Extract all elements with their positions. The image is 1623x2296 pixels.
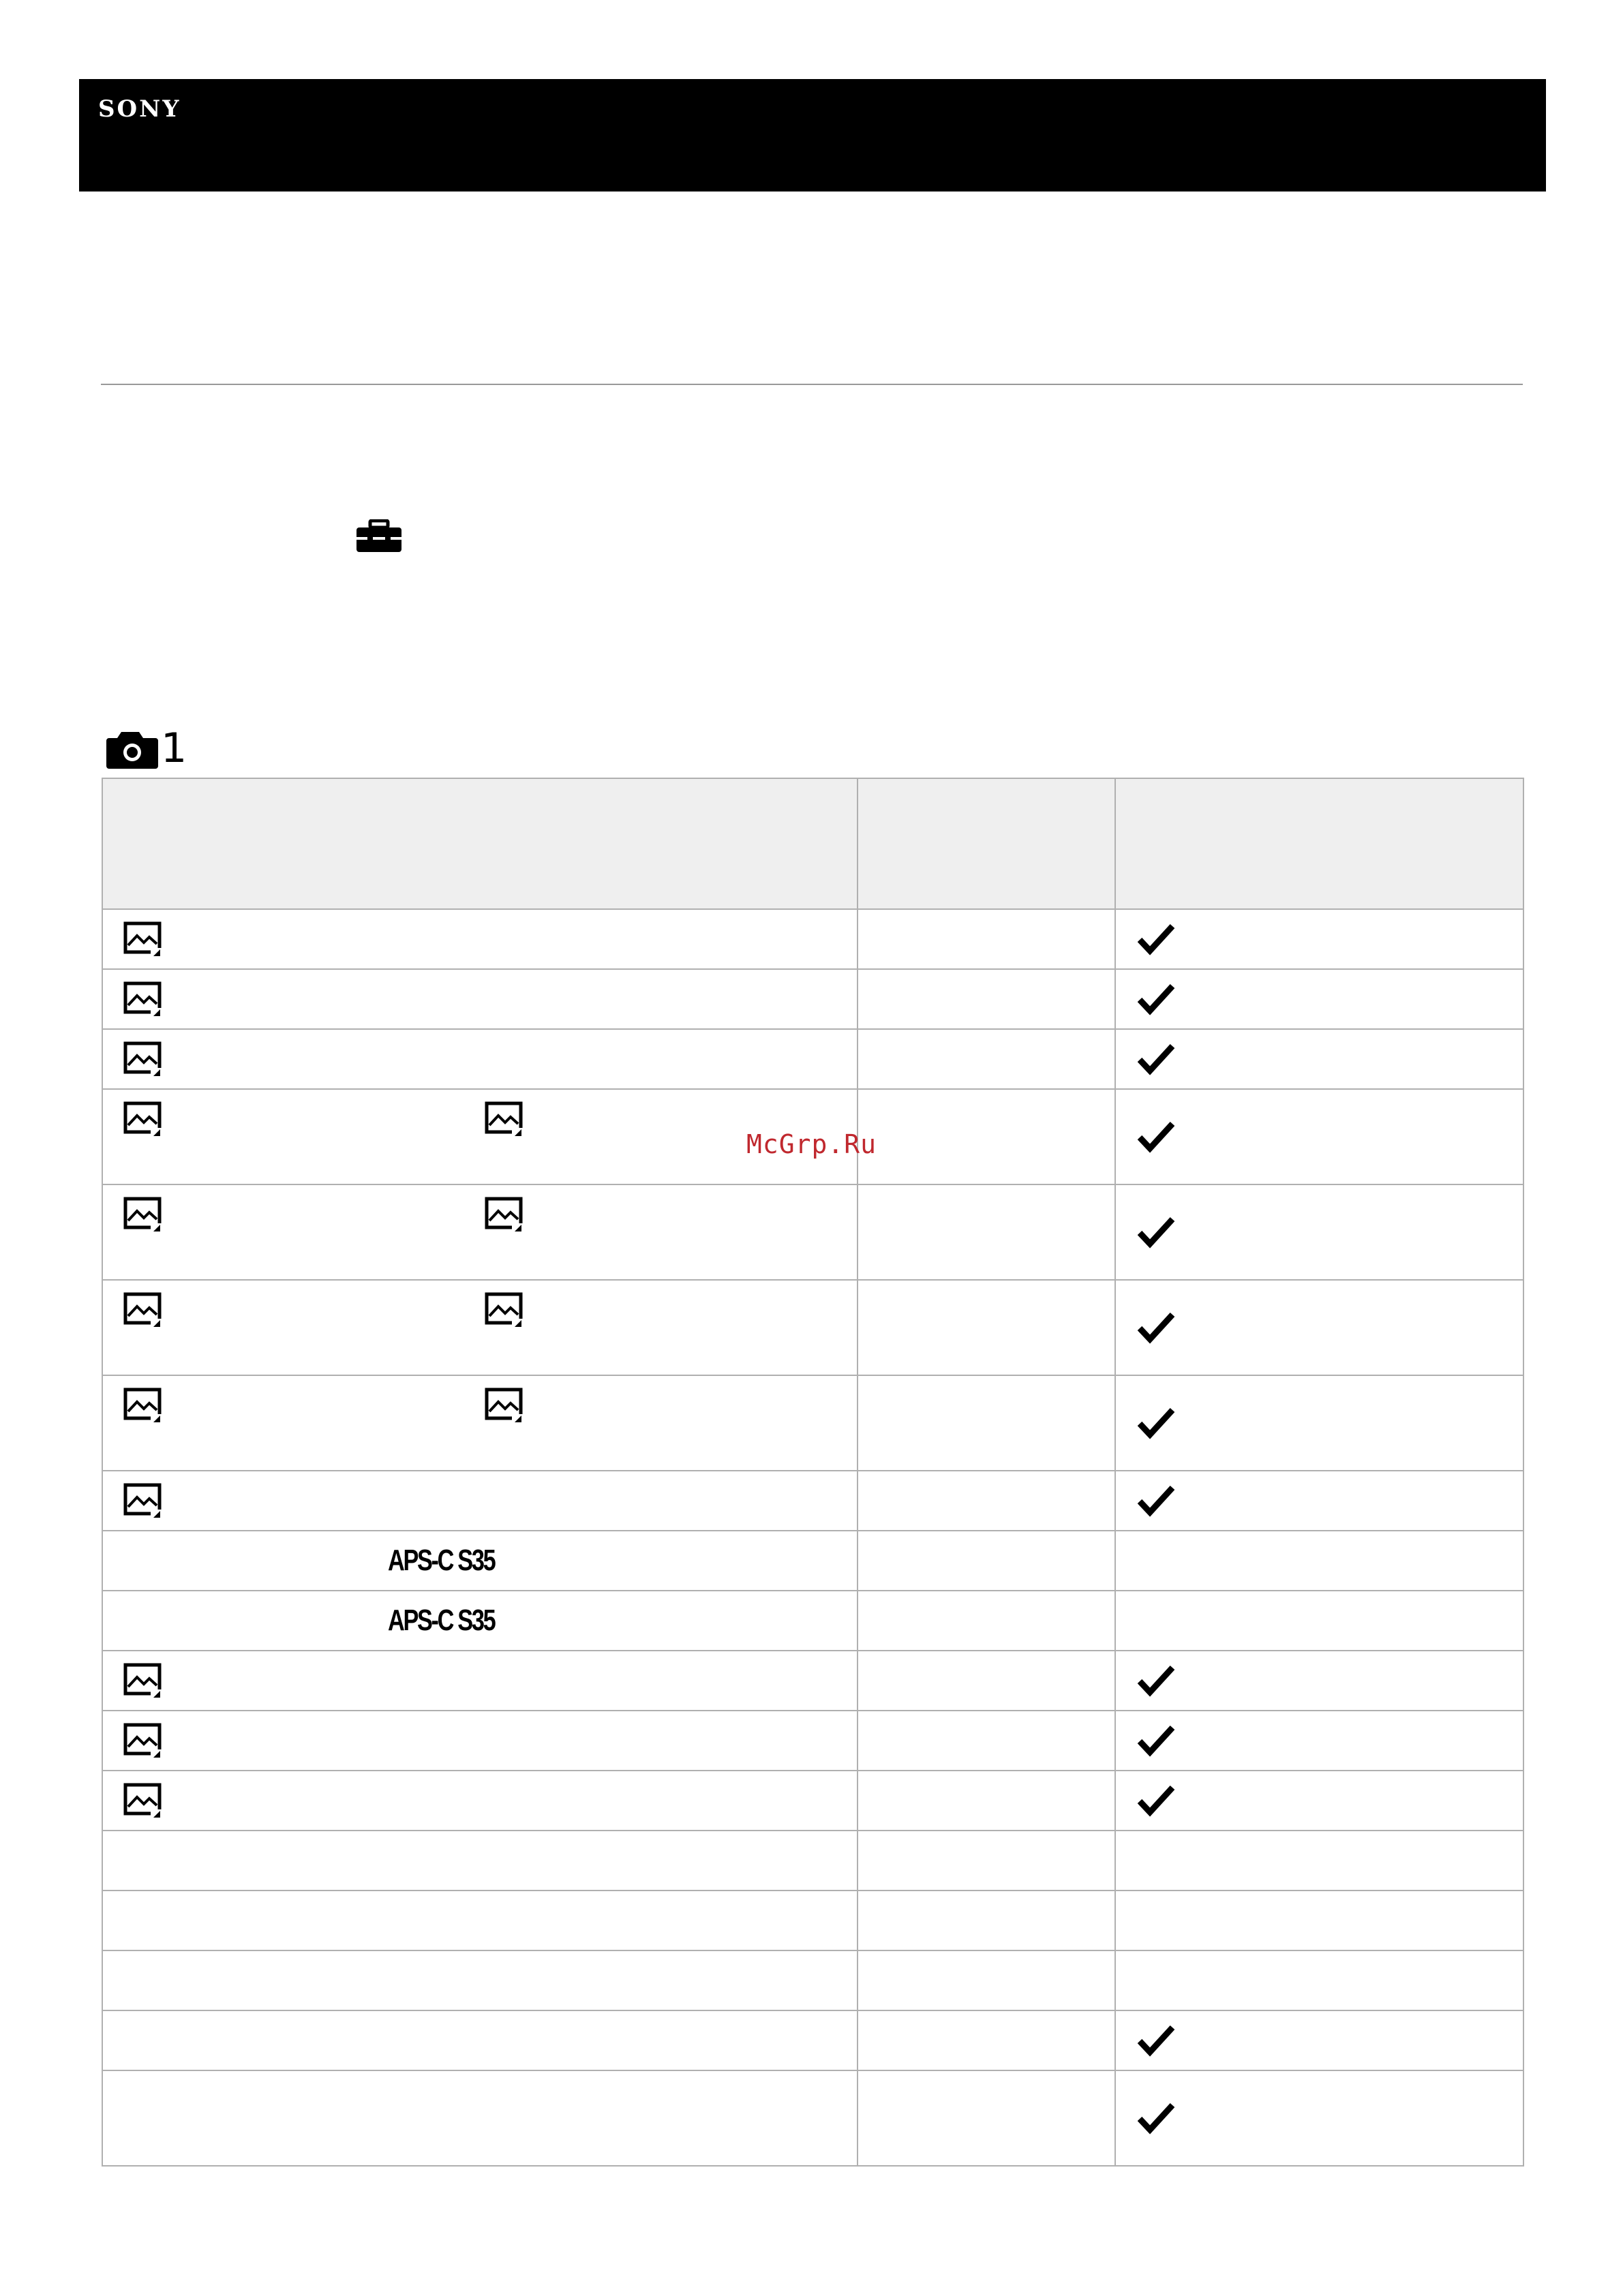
row-item-cell: [102, 1184, 858, 1280]
table-row: [102, 1471, 1523, 1531]
row-check-cell: [1115, 2010, 1523, 2070]
checkmark-icon: [1136, 982, 1176, 1016]
row-middle-cell: [858, 1184, 1115, 1280]
row-item-cell: [102, 1531, 858, 1591]
row-middle-cell: [858, 2010, 1115, 2070]
table-row: [102, 1029, 1523, 1089]
row-middle-cell: [858, 1280, 1115, 1375]
row-check-cell: [1115, 1375, 1523, 1471]
settings-table: [102, 778, 1524, 2167]
apsc-s35-badge: APS-C S35: [388, 1544, 495, 1577]
sony-logo: SONY: [98, 95, 181, 123]
row-check-cell: [1115, 1184, 1523, 1280]
table-row: [102, 1950, 1523, 2010]
row-middle-cell: [858, 1711, 1115, 1771]
row-item-cell: [102, 1891, 858, 1950]
table-row: [102, 1591, 1523, 1651]
picture-icon: [485, 1196, 526, 1233]
camera-menu-number: 1: [161, 724, 187, 772]
row-item-cell: [102, 2070, 858, 2166]
camera-menu-label: [106, 724, 187, 772]
table-header-row: [102, 778, 1523, 909]
row-check-cell: [1115, 1651, 1523, 1711]
row-middle-cell: [858, 1831, 1115, 1891]
row-check-cell: [1115, 1089, 1523, 1184]
row-check-cell: [1115, 1711, 1523, 1771]
picture-icon: [485, 1387, 526, 1424]
row-check-cell: [1115, 2070, 1523, 2166]
title-divider: [101, 384, 1523, 385]
picture-icon: [123, 981, 164, 1017]
table-row: [102, 1831, 1523, 1891]
checkmark-icon: [1136, 1120, 1176, 1154]
table-row: [102, 1771, 1523, 1831]
row-item-cell: [102, 1029, 858, 1089]
row-check-cell: [1115, 1771, 1523, 1831]
header-cell-item: [102, 778, 858, 909]
header-cell-check: [1115, 778, 1523, 909]
row-middle-cell: [858, 1375, 1115, 1471]
row-item-cell: [102, 1771, 858, 1831]
apsc-s35-badge: APS-C S35: [388, 1604, 495, 1637]
row-middle-cell: [858, 2070, 1115, 2166]
row-item-cell: [102, 1950, 858, 2010]
row-item-cell: [102, 1651, 858, 1711]
row-middle-cell: [858, 1471, 1115, 1531]
picture-icon: [123, 1101, 164, 1137]
checkmark-icon: [1136, 1406, 1176, 1440]
table-row: [102, 1651, 1523, 1711]
picture-icon: [123, 1782, 164, 1819]
picture-icon: [123, 1196, 164, 1233]
row-item-cell: [102, 2010, 858, 2070]
table-row: [102, 909, 1523, 969]
row-check-cell: [1115, 969, 1523, 1029]
row-check-cell: [1115, 1591, 1523, 1651]
picture-icon: [123, 921, 164, 958]
picture-icon: [123, 1722, 164, 1759]
row-check-cell: [1115, 1950, 1523, 2010]
table-row: [102, 2010, 1523, 2070]
table-row: [102, 969, 1523, 1029]
checkmark-icon: [1136, 922, 1176, 956]
row-check-cell: [1115, 909, 1523, 969]
header-cell-middle: [858, 778, 1115, 909]
row-middle-cell: [858, 1591, 1115, 1651]
picture-icon: [123, 1291, 164, 1328]
checkmark-icon: [1136, 1784, 1176, 1818]
row-middle-cell: [858, 1531, 1115, 1591]
row-middle-cell: [858, 969, 1115, 1029]
row-check-cell: [1115, 1531, 1523, 1591]
table-row: [102, 1891, 1523, 1950]
row-item-cell: [102, 1711, 858, 1771]
watermark: McGrp.Ru: [746, 1129, 877, 1159]
row-check-cell: [1115, 1280, 1523, 1375]
picture-icon: [123, 1662, 164, 1699]
checkmark-icon: [1136, 2101, 1176, 2135]
checkmark-icon: [1136, 1484, 1176, 1518]
row-middle-cell: [858, 1089, 1115, 1184]
row-check-cell: [1115, 1471, 1523, 1531]
checkmark-icon: [1136, 1042, 1176, 1076]
row-check-cell: [1115, 1891, 1523, 1950]
camera-icon: [106, 729, 158, 769]
picture-icon: [123, 1482, 164, 1519]
checkmark-icon: [1136, 1311, 1176, 1345]
row-middle-cell: [858, 909, 1115, 969]
checkmark-icon: [1136, 1664, 1176, 1698]
table-row: [102, 1531, 1523, 1591]
picture-icon: [485, 1291, 526, 1328]
row-item-cell: [102, 1591, 858, 1651]
checkmark-icon: [1136, 1724, 1176, 1758]
picture-icon: [123, 1041, 164, 1077]
table-row: [102, 1711, 1523, 1771]
table-row: [102, 2070, 1523, 2166]
row-middle-cell: [858, 1950, 1115, 2010]
picture-icon: [123, 1387, 164, 1424]
row-item-cell: [102, 1831, 858, 1891]
row-middle-cell: [858, 1891, 1115, 1950]
row-check-cell: [1115, 1029, 1523, 1089]
row-check-cell: [1115, 1831, 1523, 1891]
table-row: [102, 1375, 1523, 1471]
row-item-cell: [102, 1375, 858, 1471]
row-item-cell: [102, 1471, 858, 1531]
picture-icon: [485, 1101, 526, 1137]
row-item-cell: [102, 1089, 858, 1184]
row-middle-cell: [858, 1029, 1115, 1089]
row-item-cell: [102, 969, 858, 1029]
row-item-cell: [102, 909, 858, 969]
toolbox-icon: [355, 519, 403, 553]
row-middle-cell: [858, 1771, 1115, 1831]
header-bar: [79, 79, 1546, 192]
row-middle-cell: [858, 1651, 1115, 1711]
checkmark-icon: [1136, 1215, 1176, 1249]
row-item-cell: [102, 1280, 858, 1375]
checkmark-icon: [1136, 2023, 1176, 2057]
table-row: [102, 1280, 1523, 1375]
table-row: [102, 1184, 1523, 1280]
